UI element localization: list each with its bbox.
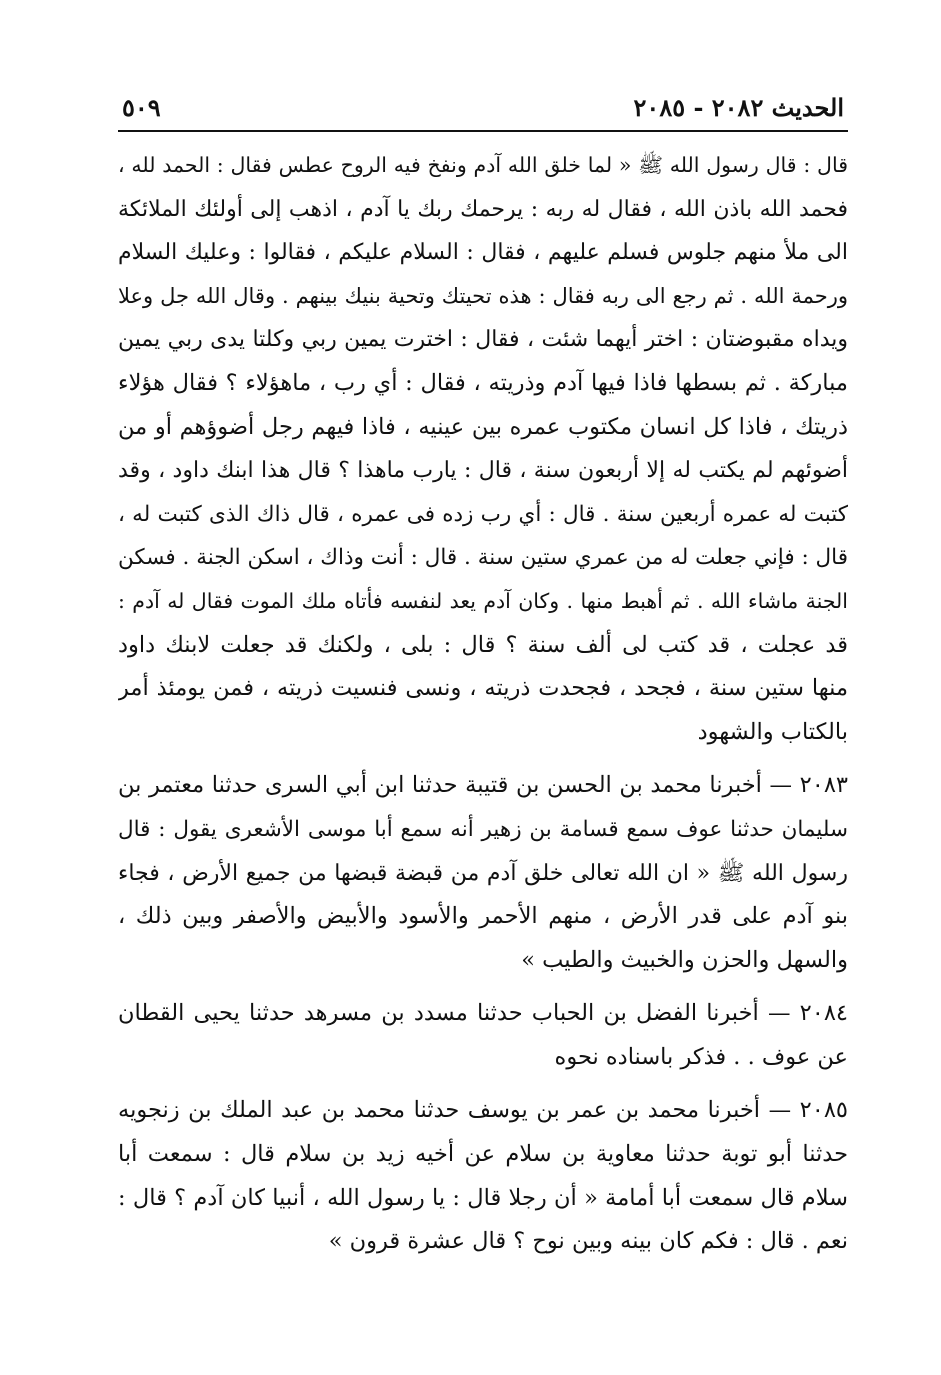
text-line: ورحمة الله . ثم رجع الى ربه فقال : هذه تحيتك وتحية بنيك بينهم . وقال الله جل وعلا bbox=[118, 283, 848, 308]
paragraph bbox=[118, 144, 848, 754]
text-line: حدثنا أبو توبة حدثنا معاوية بن سلام عن أخيه زيد بن سلام قال : سمعت أبا bbox=[118, 1141, 848, 1168]
header-divider bbox=[118, 130, 848, 132]
paragraph bbox=[118, 1089, 848, 1263]
text-line: الى ملأ منهم جلوس فسلم عليهم ، فقال : السلام عليكم ، فقالوا : وعليك السلام bbox=[118, 240, 848, 266]
text-line: عن عوف . . فذكر باسناده نحوه bbox=[554, 1043, 848, 1070]
text-line: نعم . قال : فكم كان بينه وبين نوح ؟ قال عشرة قرون » bbox=[328, 1228, 848, 1255]
text-line: قال : قال رسول الله ﷺ « لما خلق الله آدم ونفخ فيه الروح عطس فقال : الحمد لله ، bbox=[118, 153, 848, 177]
text-line: ويداه مقبوضتان : اختر أيهما شئت ، فقال : اخترت يمين ربي وكلتا يدى ربي يمين bbox=[118, 327, 848, 353]
header-title: الحديث ٢٠٨٢ - ٢٠٨٥ bbox=[633, 93, 844, 122]
text-line: سلام قال سمعت أبا أمامة « أن رجلا قال : يا رسول الله ، أنبيا كان آدم ؟ قال : bbox=[118, 1184, 848, 1211]
page-number: ٥٠٩ bbox=[122, 93, 161, 122]
text-line: رسول الله ﷺ « ان الله تعالى خلق آدم من قبضة قبضها من جميع الأرض ، فجاء bbox=[118, 860, 848, 886]
text-line: ٢٠٨٥ — أخبرنا محمد بن عمر بن يوسف حدثنا محمد بن عبد الملك بن زنجويه bbox=[118, 1097, 848, 1124]
text-line: سليمان حدثنا عوف سمع قسامة بن زهير أنه سمع أبا موسى الأشعرى يقول : قال bbox=[118, 816, 848, 842]
body-text bbox=[118, 144, 848, 1264]
text-line: ٢٠٨٣ — أخبرنا محمد بن الحسن بن قتيبة حدثنا ابن أبي السرى حدثنا معتمر بن bbox=[118, 772, 848, 799]
text-line: والسهل والحزن والخبيث والطيب » bbox=[521, 946, 848, 973]
text-line: ٢٠٨٤ — أخبرنا الفضل بن الحباب حدثنا مسدد بن مسرهد حدثنا يحيى القطان bbox=[118, 1000, 848, 1027]
text-line: الجنة ماشاء الله . ثم أهبط منها . وكان آدم يعد لنفسه فأتاه ملك الموت فقال له آدم : bbox=[118, 588, 848, 613]
paragraph bbox=[118, 992, 848, 1079]
text-line: منها ستين سنة ، فجحد ، فجحدت ذريته ، ونسى فنسيت ذريته ، فمن يومئذ أمر bbox=[118, 675, 848, 702]
text-line: أضوئهم لم يكتب له إلا أربعون سنة ، قال : يارب ماهذا ؟ قال هذا ابنك داود ، وقد bbox=[118, 458, 848, 484]
running-header bbox=[118, 88, 848, 122]
text-line: كتبت له عمره أربعين سنة . قال : أي رب زده فى عمره ، قال ذاك الذى كتبت له ، bbox=[118, 501, 848, 527]
text-line: بالكتاب والشهود bbox=[697, 718, 848, 745]
paragraph bbox=[118, 764, 848, 982]
text-line: مباركة . ثم بسطها فاذا فيها آدم وذريته ، فقال : أي رب ، ماهؤلاء ؟ فقال هؤلاء bbox=[118, 369, 848, 396]
text-line: قال : فإني جعلت له من عمري ستين سنة . قال : أنت وذاك ، اسكن الجنة . فسكن bbox=[118, 545, 848, 571]
text-line: قد عجلت ، قد كتب لى ألف سنة ؟ قال : بلى ، ولكنك قد جعلت لابنك داود bbox=[118, 631, 848, 658]
text-line: ذريتك ، فاذا كل انسان مكتوب عمره بين عينيه ، فاذا فيهم رجل أضوؤهم أو من bbox=[118, 413, 848, 440]
text-line: بنو آدم على قدر الأرض ، منهم الأحمر والأسود والأبيض والأصفر وبين ذلك ، bbox=[118, 903, 848, 930]
text-line: فحمد الله باذن الله ، فقال له ربه : يرحمك ربك يا آدم ، اذهب إلى أولئك الملائكة bbox=[118, 196, 848, 222]
book-page bbox=[118, 88, 848, 1264]
